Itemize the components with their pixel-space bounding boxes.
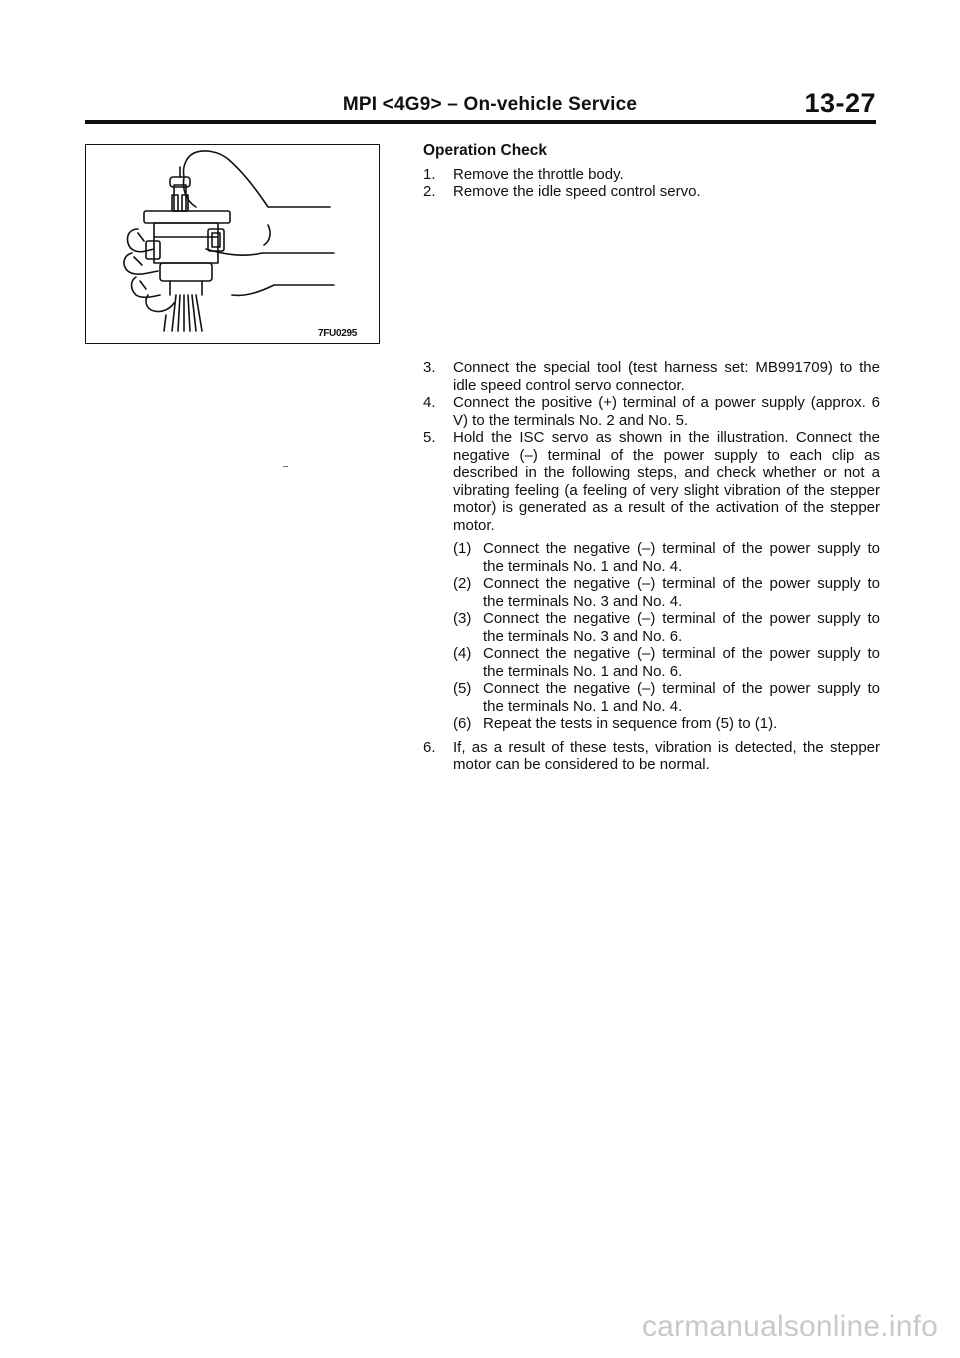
substep-text: Connect the negative (–) terminal of the power supply to the terminals No. 1 and No. 6. [483, 645, 880, 680]
step-item [423, 183, 880, 201]
page-number: 13-27 [804, 88, 876, 118]
substep-item [453, 610, 880, 645]
substep-item [453, 645, 880, 680]
step-number: 3. [423, 359, 436, 376]
watermark: carmanualsonline.info [641, 1310, 938, 1343]
step-text: Connect the positive (+) terminal of a power supply (approx. 6 V) to the terminals No. 2 and No. 5. [453, 394, 880, 429]
substep-item [453, 715, 880, 733]
section-heading: Operation Check [423, 142, 548, 159]
substep-text: Repeat the tests in sequence from (5) to (1). [483, 715, 778, 732]
step-number: 4. [423, 394, 436, 411]
step-number: 1. [423, 165, 436, 183]
substep-item [453, 540, 880, 575]
figure-id-label: 7FU0295 [317, 328, 357, 339]
substep-number: (3) [453, 610, 472, 627]
substep-number: (5) [453, 680, 472, 697]
operation-check-intro [423, 142, 880, 201]
substep-number: (2) [453, 575, 472, 592]
isc-servo-illustration [85, 144, 380, 344]
substep-number: (4) [453, 645, 472, 662]
substep-number: (6) [453, 715, 472, 732]
step-text: Connect the special tool (test harness set: MB991709) to the idle speed control servo connector. [453, 359, 880, 394]
stray-mark [283, 466, 288, 467]
step-number: 5. [423, 429, 436, 446]
step-text: Remove the throttle body. [453, 165, 624, 183]
substep-text: Connect the negative (–) terminal of the power supply to the terminals No. 3 and No. 6. [483, 610, 880, 645]
step-item [423, 429, 880, 534]
page-header-title: MPI <4G9> – On-vehicle Service [342, 94, 638, 115]
step-item [423, 359, 880, 394]
substep-number: (1) [453, 540, 472, 557]
hand-holding-servo-drawing [86, 145, 381, 345]
step-item [423, 739, 880, 774]
operation-check-steps [423, 359, 880, 774]
substep-text: Connect the negative (–) terminal of the power supply to the terminals No. 1 and No. 4. [483, 680, 880, 715]
substep-item [453, 575, 880, 610]
step-number: 6. [423, 738, 436, 756]
step-text: If, as a result of these tests, vibration is detected, the stepper motor can be considered to be normal. [453, 738, 880, 773]
substep-text: Connect the negative (–) terminal of the power supply to the terminals No. 3 and No. 4. [483, 575, 880, 610]
substep-text: Connect the negative (–) terminal of the power supply to the terminals No. 1 and No. 4. [483, 540, 880, 575]
step-number: 2. [423, 183, 436, 200]
step-text: Remove the idle speed control servo. [453, 183, 701, 200]
header-rule [85, 120, 876, 124]
step-item [423, 166, 880, 184]
substep-item [453, 680, 880, 715]
step-item [423, 394, 880, 429]
step-text: Hold the ISC servo as shown in the illustration. Connect the negative (–) terminal of the power supply to each clip as described in the following steps, and check whether or not a vibrating feeling (a feeling of very slight vibration of the stepper motor) is generated as a result of the activation of the stepper motor. [453, 429, 880, 534]
